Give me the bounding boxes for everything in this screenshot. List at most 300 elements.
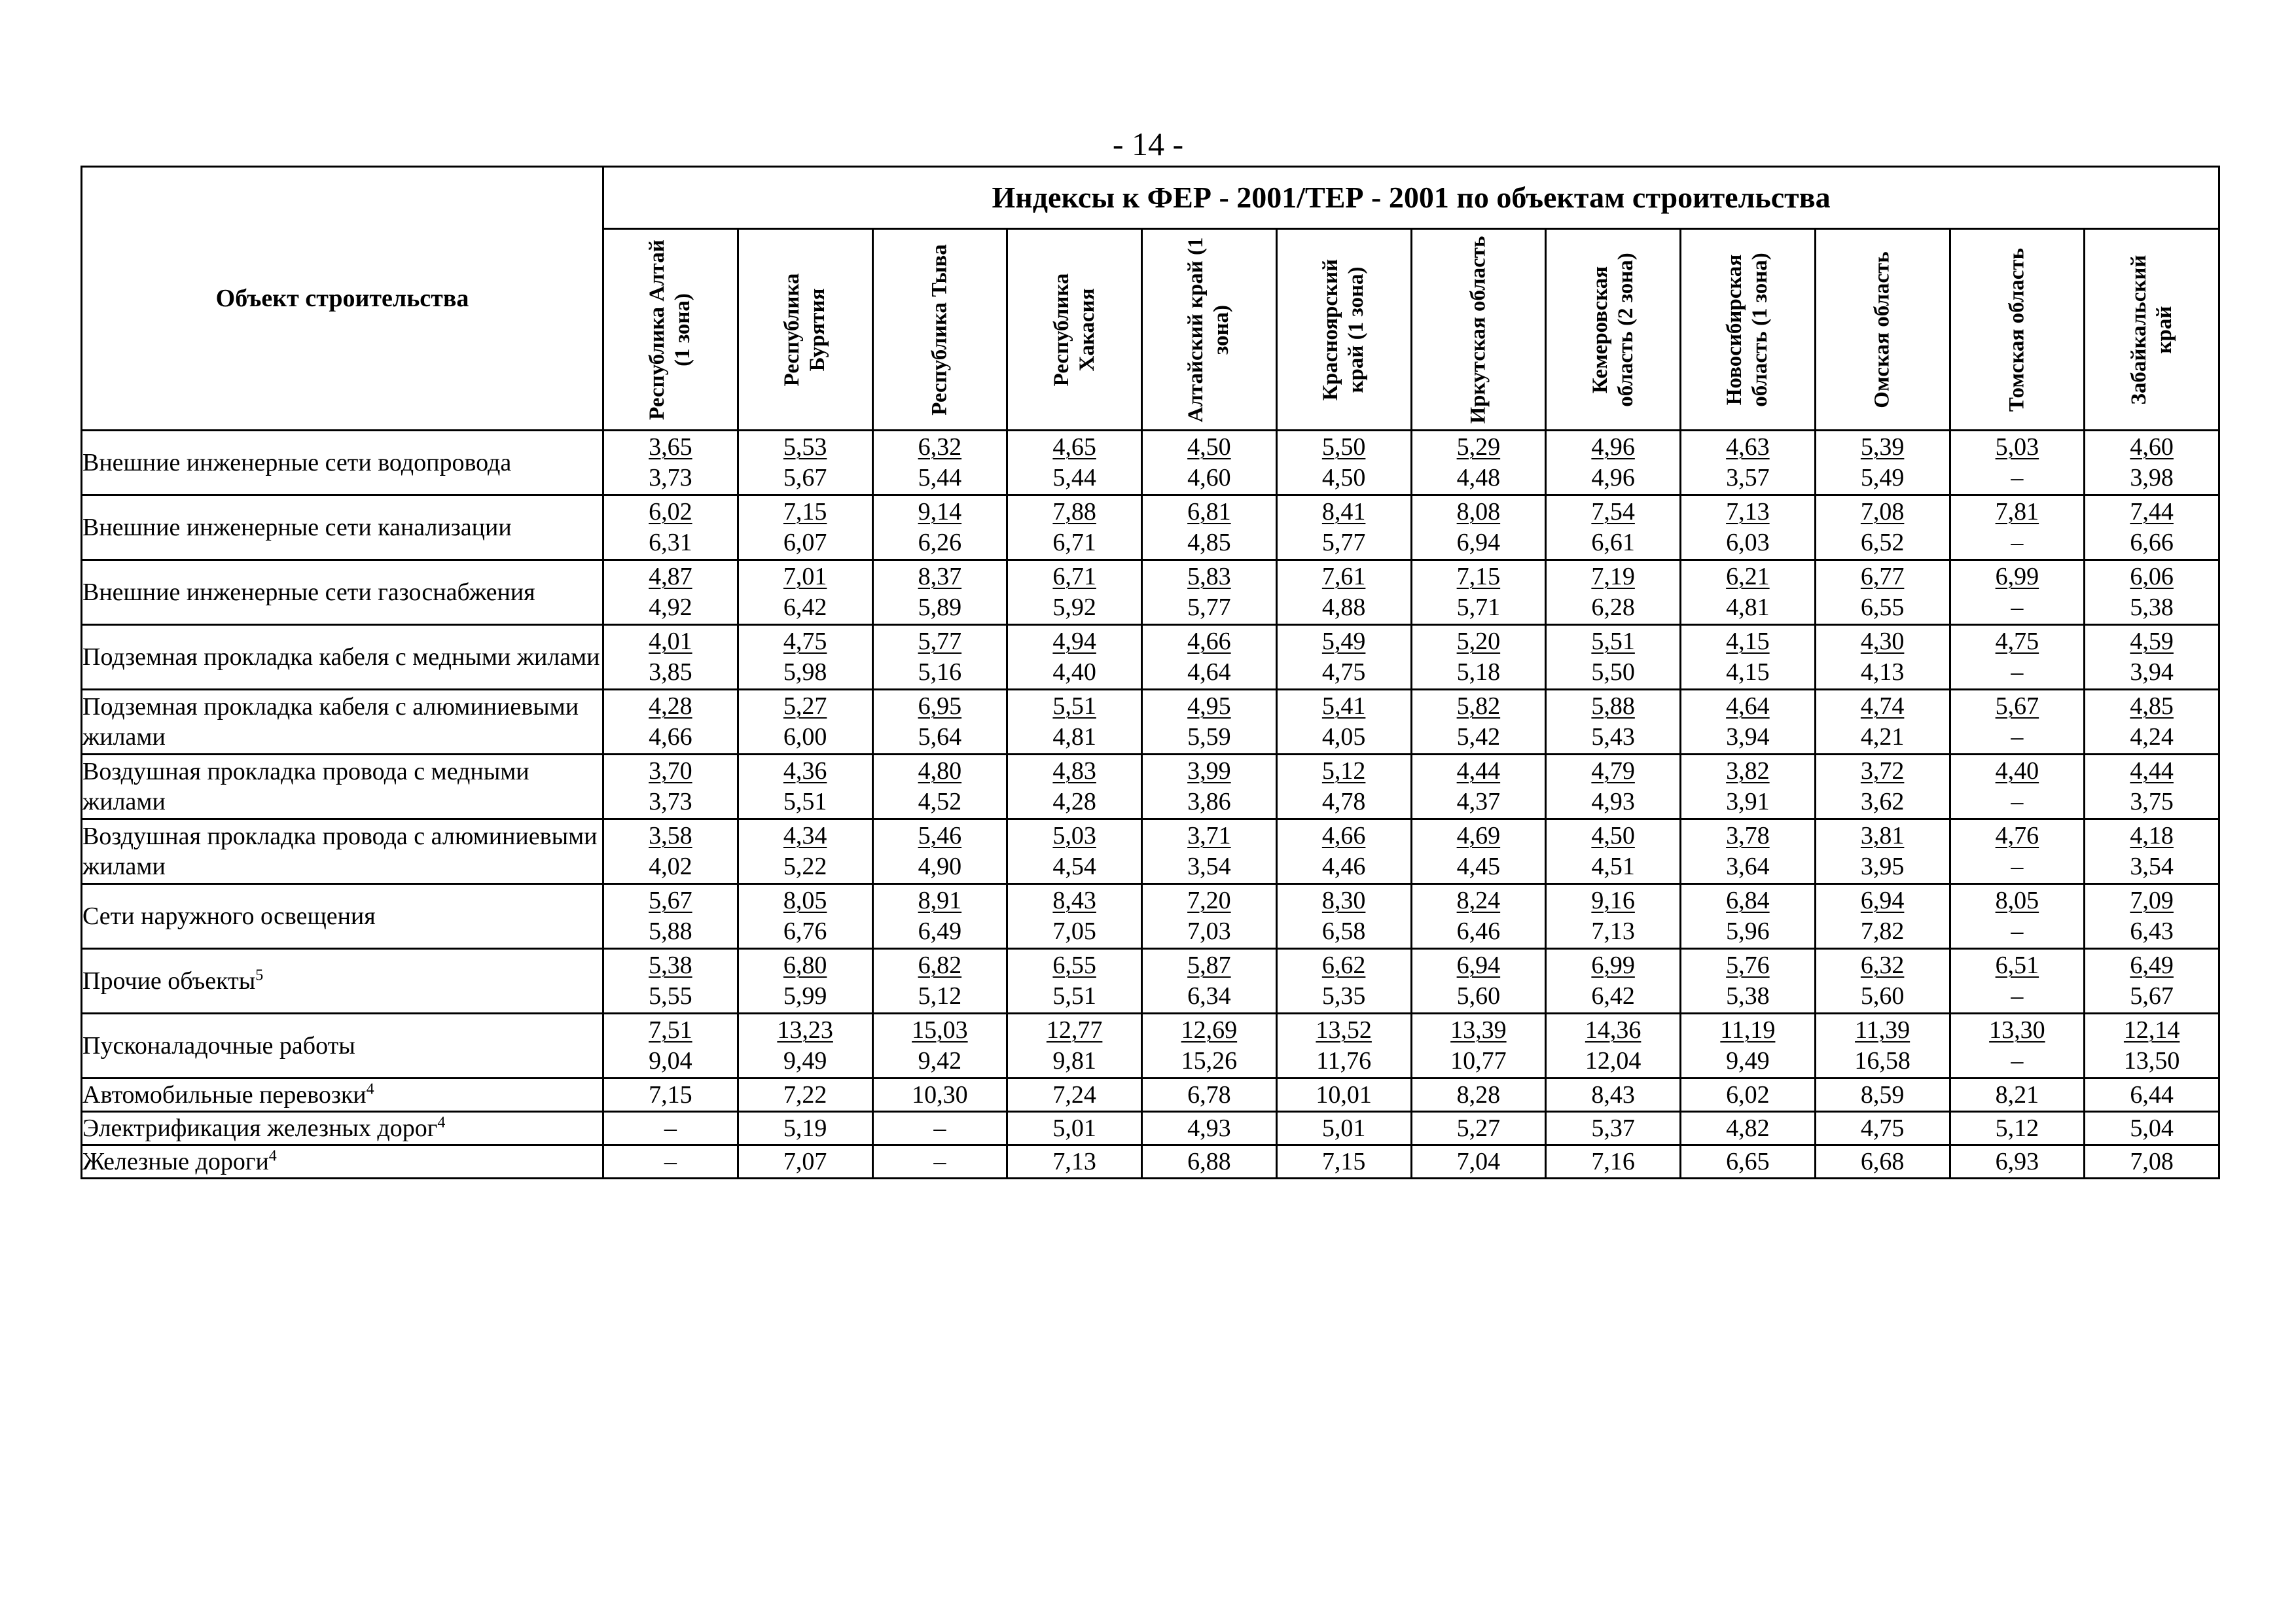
region-header-label: Республика Алтай (1 зона) — [645, 239, 695, 420]
ter-index-value: 5,77 — [1187, 594, 1231, 621]
index-value: – — [872, 1112, 1007, 1145]
fer-index-value: 4,15 — [1726, 628, 1770, 655]
row-label-text: Воздушная прокладка провода с медными жилами — [82, 758, 529, 815]
index-cell — [1276, 819, 1411, 884]
region-header-label: Республика Тыва — [927, 243, 952, 416]
fer-index-value: 7,13 — [1726, 498, 1770, 526]
index-cell — [2085, 755, 2219, 819]
ter-index-value: 7,13 — [1591, 918, 1635, 945]
ter-index-value: 4,24 — [2130, 723, 2174, 751]
ter-index-value: 3,94 — [1726, 723, 1770, 751]
ter-index-value: 4,93 — [1591, 788, 1635, 815]
fer-index-value: 5,46 — [918, 822, 962, 849]
index-cell — [1950, 690, 2085, 755]
table-row — [82, 1014, 2219, 1079]
index-cell — [1950, 884, 2085, 949]
ter-index-value: 3,57 — [1726, 464, 1770, 491]
index-cell — [2085, 690, 2219, 755]
index-value: 6,02 — [1681, 1079, 1816, 1112]
index-cell — [1546, 755, 1681, 819]
region-header — [1950, 229, 2085, 431]
fer-index-value: 3,82 — [1726, 757, 1770, 785]
index-cell — [2085, 560, 2219, 625]
index-cell — [1142, 949, 1277, 1014]
index-cell — [1142, 1014, 1277, 1079]
fer-index-value: 4,36 — [783, 757, 827, 785]
index-value: 5,27 — [1411, 1112, 1546, 1145]
index-cell — [603, 495, 738, 560]
ter-index-value: 6,94 — [1456, 529, 1501, 556]
ter-index-value: 5,71 — [1456, 594, 1501, 621]
fer-index-value: 5,87 — [1187, 952, 1231, 979]
index-table — [81, 166, 2220, 1179]
ter-index-value: 4,92 — [649, 594, 692, 621]
table-row — [82, 884, 2219, 949]
fer-index-value: 4,30 — [1860, 628, 1905, 655]
fer-index-value: 4,69 — [1456, 822, 1501, 849]
index-cell — [872, 1014, 1007, 1079]
index-cell — [1815, 884, 1950, 949]
ter-index-value: 9,49 — [1726, 1047, 1770, 1075]
index-cell — [1142, 755, 1277, 819]
fer-index-value: 5,76 — [1726, 952, 1770, 979]
fer-index-value: 6,95 — [918, 692, 962, 720]
ter-index-value: 9,49 — [783, 1047, 827, 1075]
fer-index-value: 6,21 — [1726, 563, 1770, 590]
index-cell — [603, 949, 738, 1014]
index-cell — [1815, 625, 1950, 690]
row-label-text: Внешние инженерные сети водопровода — [82, 449, 512, 476]
ter-index-value: 5,88 — [649, 918, 692, 945]
fer-index-value: 8,41 — [1321, 498, 1366, 526]
fer-index-value: 12,69 — [1181, 1016, 1238, 1044]
index-value: 4,75 — [1815, 1112, 1950, 1145]
table-row — [82, 431, 2219, 495]
ter-index-value: 5,43 — [1591, 723, 1635, 751]
ter-index-value: 4,48 — [1456, 464, 1501, 491]
index-cell — [1007, 1014, 1142, 1079]
fer-index-value: 6,81 — [1187, 498, 1231, 526]
ter-index-value: 4,52 — [918, 788, 962, 815]
ter-index-value: 5,77 — [1321, 529, 1366, 556]
fer-index-value: 6,84 — [1726, 887, 1770, 914]
ter-index-value: 5,51 — [783, 788, 827, 815]
index-cell — [738, 495, 872, 560]
row-label — [82, 1145, 603, 1179]
row-label — [82, 1112, 603, 1145]
index-cell — [1815, 819, 1950, 884]
ter-index-value: – — [2011, 594, 2024, 621]
table-row — [82, 690, 2219, 755]
fer-index-value: 5,38 — [649, 952, 692, 979]
fer-index-value: 8,05 — [1995, 887, 2039, 914]
index-cell — [738, 949, 872, 1014]
index-cell — [738, 560, 872, 625]
index-cell — [1411, 690, 1546, 755]
ter-index-value: – — [2011, 658, 2024, 686]
fer-index-value: 4,28 — [649, 692, 692, 720]
index-cell — [738, 1014, 872, 1079]
fer-index-value: 7,54 — [1591, 498, 1635, 526]
fer-index-value: 5,51 — [1052, 692, 1096, 720]
index-cell — [1411, 560, 1546, 625]
table-row — [82, 560, 2219, 625]
row-label-text: Пусконаладочные работы — [82, 1032, 355, 1060]
index-cell — [1681, 884, 1816, 949]
index-cell — [738, 755, 872, 819]
region-header — [1681, 229, 1816, 431]
fer-index-value: 5,39 — [1860, 433, 1905, 461]
fer-index-value: 5,49 — [1321, 628, 1366, 655]
ter-index-value: 3,86 — [1187, 788, 1231, 815]
ter-index-value: 5,44 — [918, 464, 962, 491]
fer-index-value: 5,82 — [1456, 692, 1501, 720]
ter-index-value: 5,67 — [783, 464, 827, 491]
fer-index-value: 11,39 — [1855, 1016, 1910, 1044]
index-cell — [1007, 625, 1142, 690]
fer-index-value: 7,88 — [1052, 498, 1096, 526]
ter-index-value: 5,38 — [1726, 982, 1770, 1010]
fer-index-value: 7,09 — [2130, 887, 2174, 914]
ter-index-value: 4,51 — [1591, 853, 1635, 880]
index-cell — [1411, 884, 1546, 949]
index-cell — [1007, 949, 1142, 1014]
fer-index-value: 4,76 — [1995, 822, 2039, 849]
region-header — [603, 229, 738, 431]
fer-index-value: 5,03 — [1995, 433, 2039, 461]
index-cell — [872, 625, 1007, 690]
ter-index-value: 13,50 — [2123, 1047, 2180, 1075]
ter-index-value: 3,73 — [649, 788, 692, 815]
index-cell — [1411, 755, 1546, 819]
index-cell — [1142, 819, 1277, 884]
index-cell — [1546, 495, 1681, 560]
fer-index-value: 8,91 — [918, 887, 962, 914]
region-header-label: Республика Хакасия — [1049, 273, 1099, 386]
index-cell — [1276, 1014, 1411, 1079]
footnote-marker: 4 — [366, 1080, 374, 1098]
index-cell — [2085, 431, 2219, 495]
ter-index-value: 15,26 — [1181, 1047, 1238, 1075]
ter-index-value: 4,05 — [1321, 723, 1366, 751]
fer-index-value: 8,37 — [918, 563, 962, 590]
fer-index-value: 5,50 — [1321, 433, 1366, 461]
region-header-label: Новосибирская область (1 зона) — [1723, 252, 1772, 407]
fer-index-value: 12,14 — [2123, 1016, 2180, 1044]
ter-index-value: 3,95 — [1860, 853, 1905, 880]
ter-index-value: – — [2011, 853, 2024, 880]
index-cell — [1276, 560, 1411, 625]
ter-index-value: – — [2011, 788, 2024, 815]
index-value: 6,44 — [2085, 1079, 2219, 1112]
fer-index-value: 5,51 — [1591, 628, 1635, 655]
ter-index-value: 5,89 — [918, 594, 962, 621]
ter-index-value: 5,44 — [1052, 464, 1096, 491]
row-label — [82, 755, 603, 819]
index-cell — [1142, 690, 1277, 755]
ter-index-value: 3,75 — [2130, 788, 2174, 815]
index-cell — [603, 1014, 738, 1079]
index-cell — [1276, 431, 1411, 495]
fer-index-value: 4,75 — [783, 628, 827, 655]
index-value: 4,93 — [1142, 1112, 1277, 1145]
index-cell — [1546, 560, 1681, 625]
fer-index-value: 6,32 — [918, 433, 962, 461]
index-cell — [872, 690, 1007, 755]
ter-index-value: – — [2011, 529, 2024, 556]
index-cell — [872, 431, 1007, 495]
fer-index-value: 4,87 — [649, 563, 692, 590]
ter-index-value: 4,13 — [1860, 658, 1905, 686]
index-value: 6,65 — [1681, 1145, 1816, 1179]
index-cell — [1546, 690, 1681, 755]
region-header — [2085, 229, 2219, 431]
fer-index-value: 6,62 — [1321, 952, 1366, 979]
fer-index-value: 4,80 — [918, 757, 962, 785]
index-value: 5,12 — [1950, 1112, 2085, 1145]
region-header — [1546, 229, 1681, 431]
fer-index-value: 3,65 — [649, 433, 692, 461]
ter-index-value: 4,78 — [1321, 788, 1366, 815]
fer-index-value: 4,44 — [1456, 757, 1501, 785]
fer-index-value: 11,19 — [1720, 1016, 1776, 1044]
index-cell — [1815, 690, 1950, 755]
table-body — [82, 431, 2219, 1179]
fer-index-value: 4,50 — [1591, 822, 1635, 849]
ter-index-value: 4,90 — [918, 853, 962, 880]
ter-index-value: 6,71 — [1052, 529, 1096, 556]
region-header-label: Красноярский край (1 зона) — [1319, 259, 1369, 401]
fer-index-value: 6,99 — [1995, 563, 2039, 590]
region-header — [738, 229, 872, 431]
index-cell — [1546, 949, 1681, 1014]
ter-index-value: 6,76 — [783, 918, 827, 945]
table-row — [82, 625, 2219, 690]
ter-index-value: 3,54 — [1187, 853, 1231, 880]
ter-index-value: – — [2011, 723, 2024, 751]
fer-index-value: 4,94 — [1052, 628, 1096, 655]
table-row — [82, 1079, 2219, 1112]
index-cell — [738, 884, 872, 949]
index-cell — [1950, 819, 2085, 884]
ter-index-value: 4,81 — [1052, 723, 1096, 751]
fer-index-value: 13,52 — [1316, 1016, 1372, 1044]
ter-index-value: 5,96 — [1726, 918, 1770, 945]
index-cell — [1546, 1014, 1681, 1079]
table-row — [82, 755, 2219, 819]
index-value: 5,37 — [1546, 1112, 1681, 1145]
row-label-text: Автомобильные перевозки — [82, 1081, 367, 1109]
ter-index-value: 4,45 — [1456, 853, 1501, 880]
fer-index-value: 7,44 — [2130, 498, 2174, 526]
footnote-marker: 4 — [437, 1114, 446, 1132]
fer-index-value: 7,61 — [1321, 563, 1366, 590]
fer-index-value: 6,02 — [649, 498, 692, 526]
index-value: – — [603, 1145, 738, 1179]
index-cell — [1950, 560, 2085, 625]
fer-index-value: 4,95 — [1187, 692, 1231, 720]
ter-index-value: 5,64 — [918, 723, 962, 751]
fer-index-value: 5,67 — [649, 887, 692, 914]
index-cell — [603, 690, 738, 755]
index-cell — [1007, 819, 1142, 884]
fer-index-value: 5,67 — [1995, 692, 2039, 720]
index-value: 7,15 — [1276, 1145, 1411, 1179]
fer-index-value: 6,94 — [1456, 952, 1501, 979]
index-value: 8,43 — [1546, 1079, 1681, 1112]
fer-index-value: 7,15 — [783, 498, 827, 526]
index-cell — [1142, 560, 1277, 625]
ter-index-value: 4,46 — [1321, 853, 1366, 880]
row-label-text: Прочие объекты — [82, 967, 256, 995]
index-cell — [1681, 819, 1816, 884]
region-header-label: Томская область — [2005, 247, 2029, 412]
region-header — [1276, 229, 1411, 431]
index-cell — [2085, 884, 2219, 949]
fer-index-value: 5,88 — [1591, 692, 1635, 720]
index-cell — [2085, 625, 2219, 690]
ter-index-value: 9,81 — [1052, 1047, 1096, 1075]
ter-index-value: 5,99 — [783, 982, 827, 1010]
ter-index-value: 4,96 — [1591, 464, 1635, 491]
row-label — [82, 431, 603, 495]
fer-index-value: 4,60 — [2130, 433, 2174, 461]
fer-index-value: 4,96 — [1591, 433, 1635, 461]
object-column-header: Объект строительства — [82, 167, 603, 431]
fer-index-value: 4,83 — [1052, 757, 1096, 785]
ter-index-value: 3,62 — [1860, 788, 1905, 815]
ter-index-value: 6,42 — [783, 594, 827, 621]
fer-index-value: 8,30 — [1321, 887, 1366, 914]
index-value: 7,13 — [1007, 1145, 1142, 1179]
index-cell — [872, 560, 1007, 625]
row-label-text: Внешние инженерные сети газоснабжения — [82, 579, 535, 606]
ter-index-value: 6,42 — [1591, 982, 1635, 1010]
fer-index-value: 3,70 — [649, 757, 692, 785]
index-cell — [603, 884, 738, 949]
fer-index-value: 4,40 — [1995, 757, 2039, 785]
ter-index-value: 5,59 — [1187, 723, 1231, 751]
index-value: 6,88 — [1142, 1145, 1277, 1179]
fer-index-value: 8,05 — [783, 887, 827, 914]
page-number: - 14 - — [1112, 126, 1184, 162]
row-label-text: Воздушная прокладка провода с алюминиевыми жилами — [82, 823, 598, 880]
index-cell — [872, 755, 1007, 819]
fer-index-value: 3,81 — [1860, 822, 1905, 849]
row-label — [82, 1079, 603, 1112]
ter-index-value: 3,85 — [649, 658, 692, 686]
index-cell — [738, 431, 872, 495]
index-value: 8,21 — [1950, 1079, 2085, 1112]
fer-index-value: 5,53 — [783, 433, 827, 461]
index-cell — [1950, 949, 2085, 1014]
row-label — [82, 1014, 603, 1079]
ter-index-value: 5,12 — [918, 982, 962, 1010]
index-cell — [1681, 690, 1816, 755]
fer-index-value: 7,15 — [1456, 563, 1501, 590]
row-label-text: Подземная прокладка кабеля с алюминиевыми жилами — [82, 693, 579, 751]
ter-index-value: – — [2011, 982, 2024, 1010]
footnote-marker: 5 — [255, 967, 264, 984]
index-cell — [1007, 431, 1142, 495]
fer-index-value: 6,80 — [783, 952, 827, 979]
index-cell — [1142, 884, 1277, 949]
ter-index-value: 4,60 — [1187, 464, 1231, 491]
ter-index-value: 4,40 — [1052, 658, 1096, 686]
fer-index-value: 15,03 — [912, 1016, 968, 1044]
index-cell — [603, 431, 738, 495]
index-cell — [2085, 1014, 2219, 1079]
ter-index-value: 5,49 — [1860, 464, 1905, 491]
ter-index-value: 10,77 — [1450, 1047, 1507, 1075]
ter-index-value: 6,28 — [1591, 594, 1635, 621]
ter-index-value: 5,67 — [2130, 982, 2174, 1010]
ter-index-value: 5,92 — [1052, 594, 1096, 621]
fer-index-value: 4,74 — [1860, 692, 1905, 720]
fer-index-value: 7,01 — [783, 563, 827, 590]
index-cell — [2085, 949, 2219, 1014]
row-label-text: Сети наружного освещения — [82, 902, 376, 930]
index-cell — [603, 560, 738, 625]
fer-index-value: 4,64 — [1726, 692, 1770, 720]
ter-index-value: 5,42 — [1456, 723, 1501, 751]
fer-index-value: 4,66 — [1187, 628, 1231, 655]
region-header — [1411, 229, 1546, 431]
ter-index-value: 6,46 — [1456, 918, 1501, 945]
index-cell — [872, 949, 1007, 1014]
fer-index-value: 7,81 — [1995, 498, 2039, 526]
row-label-text: Железные дороги — [82, 1148, 269, 1175]
table-row — [82, 495, 2219, 560]
row-label — [82, 625, 603, 690]
fer-index-value: 6,06 — [2130, 563, 2174, 590]
index-value: 7,24 — [1007, 1079, 1142, 1112]
index-cell — [2085, 819, 2219, 884]
region-header-label: Забайкальский край — [2126, 255, 2176, 405]
ter-index-value: 7,03 — [1187, 918, 1231, 945]
index-cell — [1546, 625, 1681, 690]
fer-index-value: 6,32 — [1860, 952, 1905, 979]
ter-index-value: – — [2011, 1047, 2024, 1075]
fer-index-value: 14,36 — [1585, 1016, 1641, 1044]
index-cell — [1276, 495, 1411, 560]
fer-index-value: 4,79 — [1591, 757, 1635, 785]
ter-index-value: 4,85 — [1187, 529, 1231, 556]
index-cell — [1815, 431, 1950, 495]
ter-index-value: 16,58 — [1854, 1047, 1910, 1075]
ter-index-value: 4,50 — [1321, 464, 1366, 491]
index-cell — [1411, 625, 1546, 690]
index-value: 8,59 — [1815, 1079, 1950, 1112]
ter-index-value: 7,05 — [1052, 918, 1096, 945]
ter-index-value: 4,81 — [1726, 594, 1770, 621]
fer-index-value: 4,59 — [2130, 628, 2174, 655]
index-cell — [738, 819, 872, 884]
region-header — [872, 229, 1007, 431]
index-value: 7,16 — [1546, 1145, 1681, 1179]
index-value: – — [872, 1145, 1007, 1179]
ter-index-value: 6,43 — [2130, 918, 2174, 945]
ter-index-value: 6,34 — [1187, 982, 1231, 1010]
ter-index-value: 6,00 — [783, 723, 827, 751]
ter-index-value: – — [2011, 918, 2024, 945]
ter-index-value: 5,22 — [783, 853, 827, 880]
index-cell — [1815, 1014, 1950, 1079]
ter-index-value: 3,94 — [2130, 658, 2174, 686]
fer-index-value: 8,43 — [1052, 887, 1096, 914]
ter-index-value: 5,50 — [1591, 658, 1635, 686]
fer-index-value: 4,18 — [2130, 822, 2174, 849]
